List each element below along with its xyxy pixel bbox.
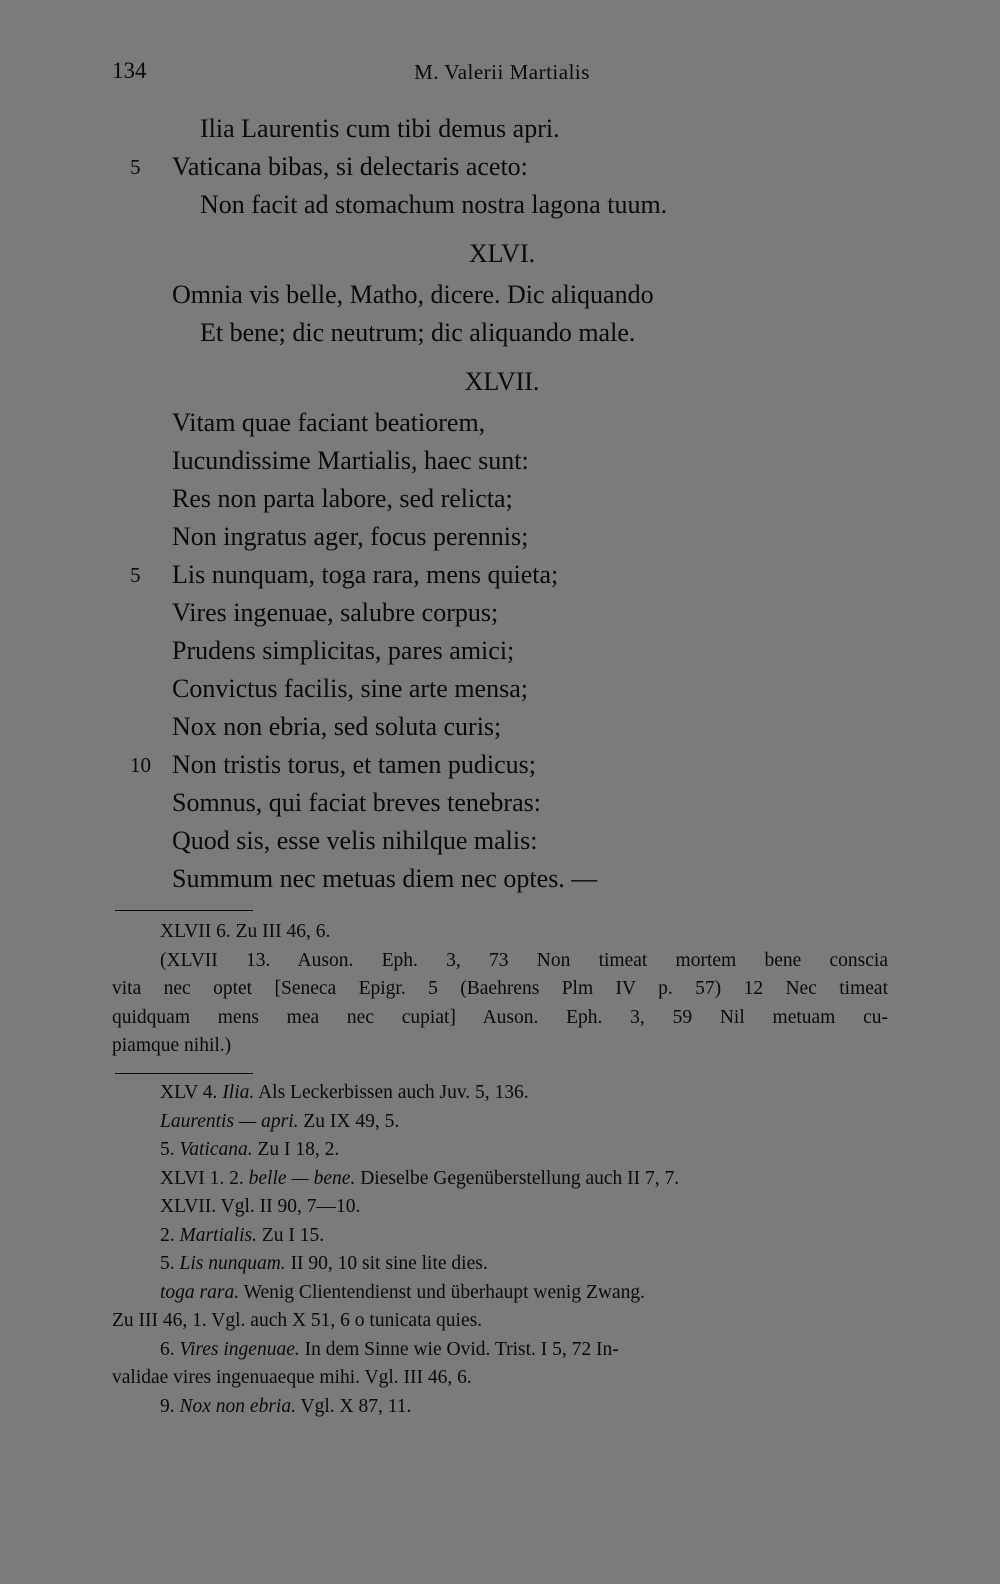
note-text: Zu I 18, 2.	[257, 1139, 340, 1160]
verse-text: Non tristis torus, et tamen pudicus;	[172, 750, 536, 779]
verse-line	[112, 442, 892, 480]
note-line	[112, 1136, 888, 1165]
commentary-notes	[112, 1079, 888, 1421]
commentary-divider	[115, 1073, 253, 1074]
note-ref: 5.	[160, 1139, 175, 1160]
note-lemma: Laurentis — apri.	[160, 1110, 299, 1132]
note-line	[112, 1165, 888, 1194]
page-number: 134	[112, 58, 147, 83]
note-text: XLVII. Vgl. II 90, 7—10.	[160, 1196, 361, 1217]
note-line: vita nec optet [Seneca Epigr. 5 (Baehrens Plm IV p. 57) 12 Nec timeat	[112, 978, 888, 999]
verse-text: Prudens simplicitas, pares amici;	[172, 636, 515, 665]
verse-text: Vaticana bibas, si delectaris aceto:	[172, 152, 528, 181]
note-lemma: Vaticana.	[179, 1139, 253, 1160]
note-text: Dieselbe Gegenüberstellung auch II 7, 7.	[360, 1167, 680, 1189]
verse-line	[112, 110, 892, 148]
note-text: Wenig Clientendienst und überhaupt wenig Zwang.	[243, 1281, 645, 1303]
note-line	[112, 1307, 888, 1336]
verse-line	[112, 784, 892, 822]
verse-line	[112, 822, 892, 860]
verse-line	[112, 746, 892, 784]
note-text: Zu III 46, 1. Vgl. auch X 51, 6 o tunicata quies.	[112, 1310, 483, 1331]
poem-title	[112, 352, 892, 404]
verse-line	[112, 860, 892, 898]
note-ref: XLV 4.	[160, 1082, 218, 1103]
page-header	[112, 58, 892, 94]
verse-text: Summum nec metuas diem nec optes. —	[172, 864, 598, 893]
verse-line	[112, 518, 892, 556]
note-lemma: Martialis.	[179, 1224, 257, 1246]
verse-line	[112, 594, 892, 632]
note-text: Zu I 15.	[261, 1224, 325, 1246]
verse-line	[112, 314, 892, 352]
verse-line	[112, 556, 892, 594]
verse-line	[112, 276, 892, 314]
verse-line	[112, 708, 892, 746]
note-line	[112, 1222, 888, 1251]
note-lemma: Ilia.	[222, 1082, 255, 1103]
note-line: piamque nihil.)	[112, 1035, 232, 1056]
note-lemma: Vires ingenuae.	[179, 1338, 300, 1360]
verse-text: Iucundissime Martialis, haec sunt:	[172, 446, 529, 475]
verse-text: Non ingratus ager, focus perennis;	[172, 522, 529, 551]
running-head: M. Valerii Martialis	[414, 60, 590, 84]
note-line	[112, 1193, 888, 1222]
note-text: Als Leckerbissen auch Juv. 5, 136.	[258, 1082, 529, 1103]
verse-text: Omnia vis belle, Matho, dicere. Dic aliquando	[172, 280, 654, 309]
verse-text: Res non parta labore, sed relicta;	[172, 484, 513, 513]
line-number: 5	[130, 563, 141, 587]
verse-line	[112, 632, 892, 670]
verse-line	[112, 670, 892, 708]
note-lemma: Nox non ebria.	[179, 1395, 296, 1417]
note-line	[112, 1279, 888, 1308]
verse-text: Lis nunquam, toga rara, mens quieta;	[172, 560, 559, 589]
note-text: Zu IX 49, 5.	[303, 1110, 400, 1132]
note-line	[112, 1336, 888, 1365]
note-lemma: toga rara.	[160, 1281, 240, 1303]
line-number: 10	[130, 753, 151, 777]
verse-text: Vires ingenuae, salubre corpus;	[172, 598, 499, 627]
verse-line	[112, 186, 892, 224]
poem-title-text: XLVII.	[464, 367, 540, 396]
verse-line	[112, 148, 892, 186]
verse-text: Non facit ad stomachum nostra lagona tuum.	[200, 190, 668, 219]
verse-text: Nox non ebria, sed soluta curis;	[172, 712, 502, 741]
verse-text: Convictus facilis, sine arte mensa;	[172, 674, 528, 703]
verse-text: Et bene; dic neutrum; dic aliquando male.	[200, 318, 636, 347]
verse-text: Vitam quae faciant beatiorem,	[172, 408, 486, 437]
note-line	[112, 1393, 888, 1422]
note-line	[112, 1364, 888, 1393]
note-line	[112, 1250, 888, 1279]
note-line	[112, 1079, 888, 1108]
note-line: (XLVII 13. Auson. Eph. 3, 73 Non timeat mortem bene conscia	[160, 949, 888, 971]
testimonia-notes	[112, 918, 888, 1061]
poem-text	[112, 110, 892, 898]
note-ref: 5.	[160, 1253, 175, 1274]
note-text: validae vires ingenuaeque mihi. Vgl. III 46, 6.	[112, 1367, 472, 1388]
note-text: II 90, 10 sit sine lite dies.	[290, 1253, 488, 1274]
note-lemma: belle — bene.	[248, 1167, 356, 1189]
note-text: In dem Sinne wie Ovid. Trist. I 5, 72 In-	[304, 1338, 619, 1360]
note-ref: 2.	[160, 1224, 175, 1246]
note-text: Vgl. X 87, 11.	[300, 1395, 412, 1417]
note-ref: 6.	[160, 1338, 175, 1360]
note-ref: XLVI 1. 2.	[160, 1167, 244, 1189]
verse-line	[112, 404, 892, 442]
verse-text: Quod sis, esse velis nihilque malis:	[172, 826, 538, 855]
line-number: 5	[130, 155, 141, 179]
note-line: quidquam mens mea nec cupiat] Auson. Eph. 3, 59 Nil metuam cu-	[112, 1006, 888, 1028]
note-lemma: Lis nunquam.	[179, 1253, 286, 1274]
verse-line	[112, 480, 892, 518]
poem-title	[112, 224, 892, 276]
poem-title-text: XLVI.	[468, 239, 536, 268]
verse-text: Ilia Laurentis cum tibi demus apri.	[200, 114, 560, 143]
verse-text: Somnus, qui faciat breves tenebras:	[172, 788, 541, 817]
note-ref: 9.	[160, 1395, 175, 1417]
note-line: XLVII 6. Zu III 46, 6.	[160, 921, 331, 942]
note-line	[112, 1108, 888, 1137]
footnote-divider	[115, 910, 253, 911]
